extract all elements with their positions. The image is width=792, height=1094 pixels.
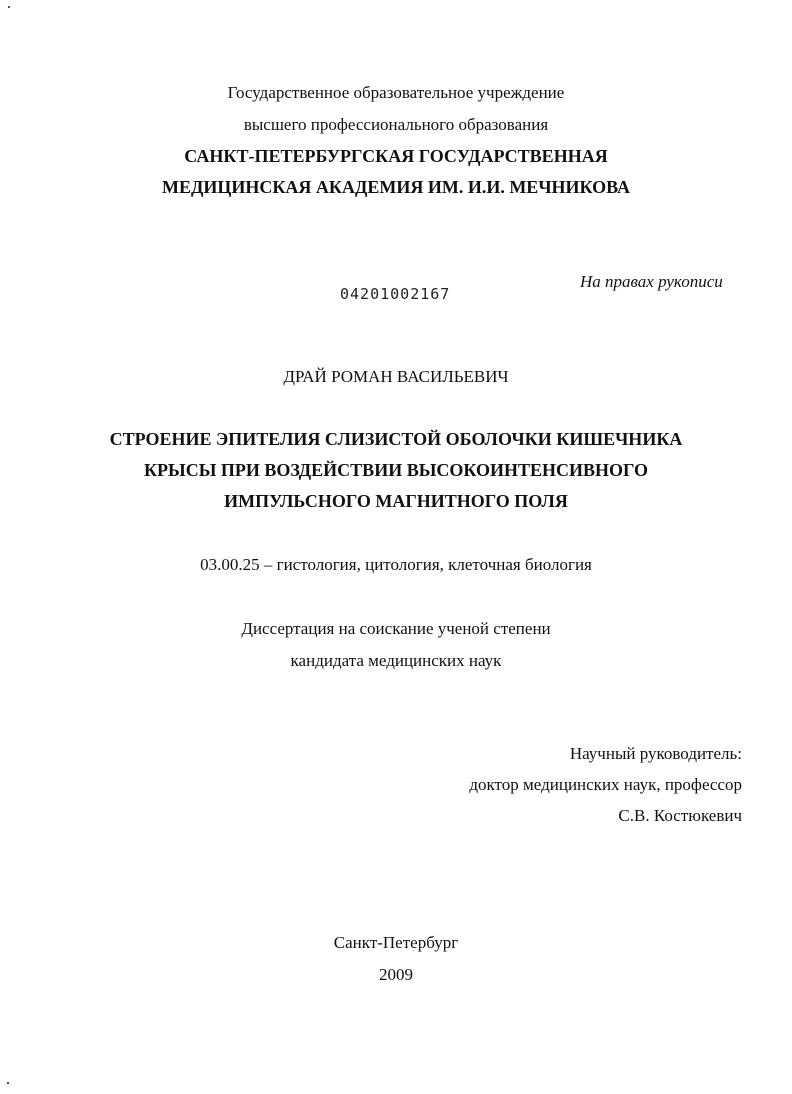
thesis-title-line-1: СТРОЕНИЕ ЭПИТЕЛИЯ СЛИЗИСТОЙ ОБОЛОЧКИ КИШЕЧНИКА: [109, 429, 683, 449]
specialty: 03.00.25 – гистология, цитология, клеточная биология: [200, 555, 592, 574]
supervisor-credentials: доктор медицинских наук, профессор: [469, 775, 742, 794]
registration-number: 04201002167: [340, 285, 451, 303]
scan-mark-bottom: [7, 1082, 9, 1084]
city: Санкт-Петербург: [333, 933, 459, 952]
supervisor-label: Научный руководитель:: [569, 744, 742, 763]
thesis-title-line-3: ИМПУЛЬСНОГО МАГНИТНОГО ПОЛЯ: [224, 491, 568, 511]
rights-note: На правах рукописи: [580, 272, 723, 291]
degree-line-2: кандидата медицинских наук: [290, 651, 502, 670]
institution-name-line-2: МЕДИЦИНСКАЯ АКАДЕМИЯ ИМ. И.И. МЕЧНИКОВА: [161, 177, 631, 197]
thesis-title-line-2: КРЫСЫ ПРИ ВОЗДЕЙСТВИИ ВЫСОКОИНТЕНСИВНОГО: [143, 460, 649, 480]
institution-line-1: Государственное образовательное учреждение: [227, 83, 565, 102]
author-name: ДРАЙ РОМАН ВАСИЛЬЕВИЧ: [283, 367, 509, 386]
supervisor-name: С.В. Костюкевич: [618, 806, 742, 825]
scan-mark-top: [8, 6, 10, 8]
institution-line-2: высшего профессионального образования: [243, 115, 549, 134]
year: 2009: [379, 965, 413, 984]
institution-name-line-1: САНКТ-ПЕТЕРБУРГСКАЯ ГОСУДАРСТВЕННАЯ: [184, 146, 608, 166]
degree-line-1: Диссертация на соискание ученой степени: [241, 619, 551, 638]
